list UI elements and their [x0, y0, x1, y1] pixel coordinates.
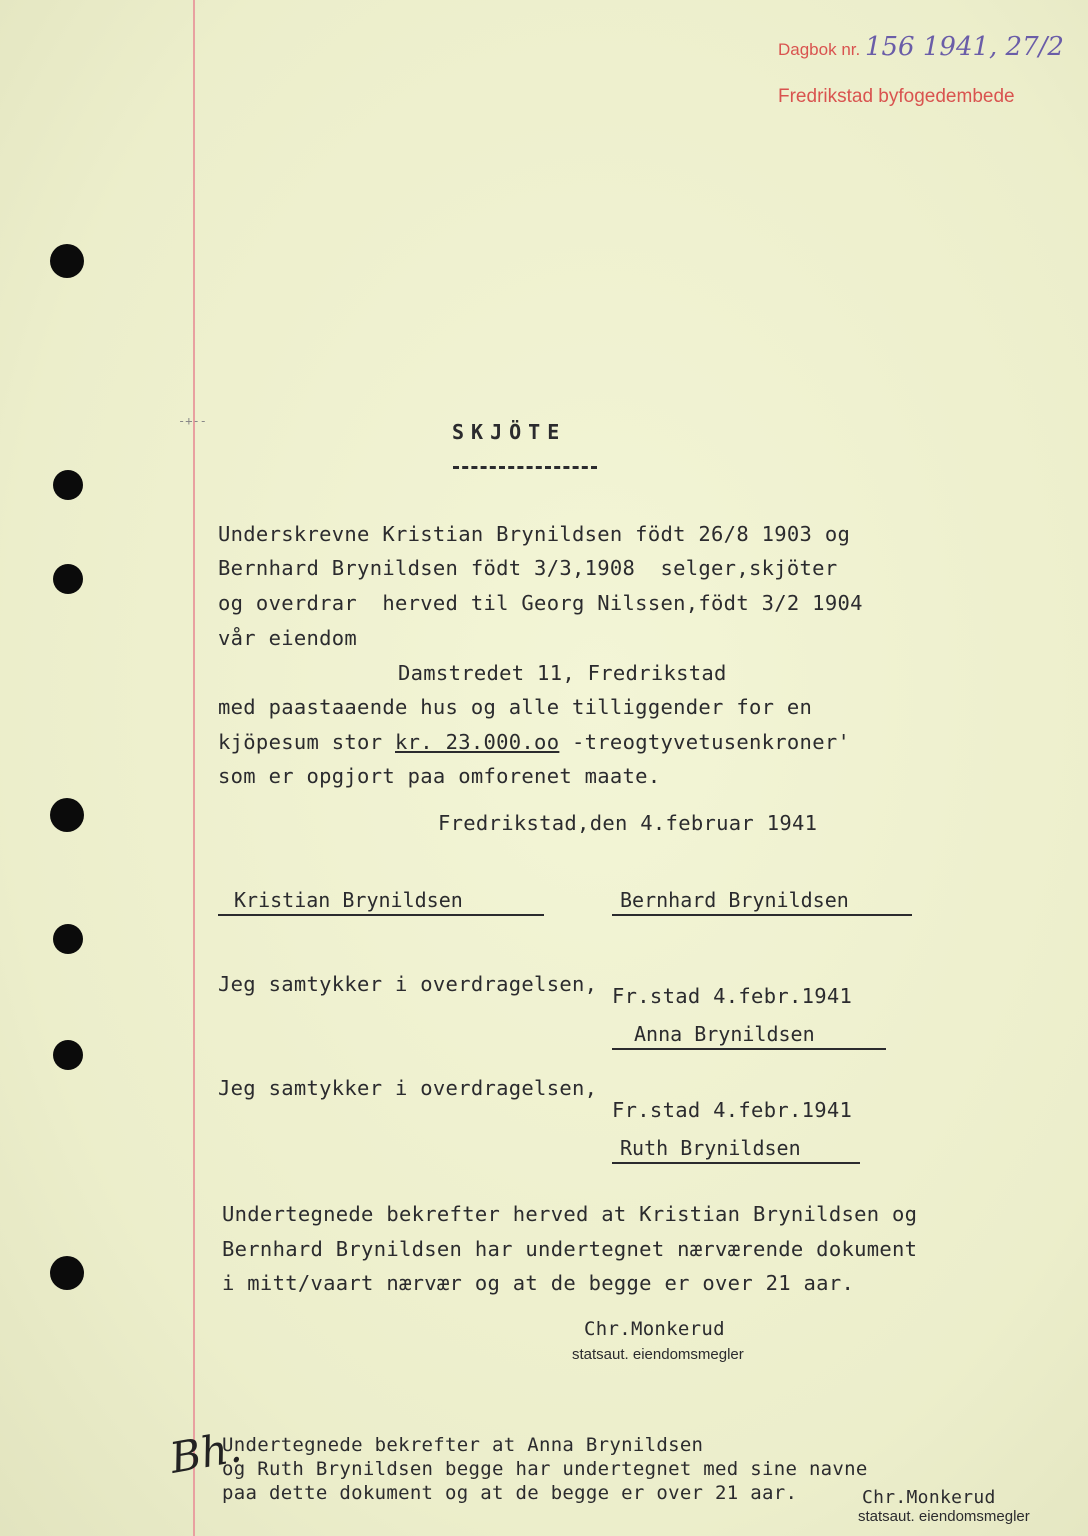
punch-hole [50, 244, 84, 278]
price-amount: kr. 23.000.oo [395, 730, 560, 754]
pencil-mark: -+-‑ [178, 414, 207, 428]
stamp-dagbok-label: Dagbok nr. [778, 40, 861, 59]
title-underline [453, 466, 597, 469]
body-line: som er opgjort paa omforenet maate. [218, 764, 661, 788]
stamp-dagbok [778, 32, 1064, 62]
witness-title: statsaut. eiendomsmegler [572, 1346, 744, 1363]
consent-text: Jeg samtykker i overdragelsen, [218, 1076, 598, 1100]
signature-seller2: Bernhard Brynildsen [612, 888, 912, 916]
punch-hole [50, 1256, 84, 1290]
signature-ruth: Ruth Brynildsen [612, 1136, 860, 1164]
property-address: Damstredet 11, Fredrikstad [398, 661, 727, 685]
witness-line: i mitt/vaart nærvær og at de begge er over 21 aar. [222, 1271, 855, 1295]
punch-hole [53, 470, 83, 500]
punch-hole [53, 564, 83, 594]
signature-anna: Anna Brynildsen [612, 1022, 886, 1050]
witness-signature: Chr.Monkerud [584, 1318, 725, 1340]
punch-hole [50, 798, 84, 832]
price-suffix: -treogtyvetusenkroner' [559, 730, 851, 754]
consent-text: Jeg samtykker i overdragelsen, [218, 972, 598, 996]
signature-seller1: Kristian Brynildsen [218, 888, 544, 916]
punch-hole [53, 1040, 83, 1070]
margin-line [193, 0, 195, 1536]
witness-signature: Chr.Monkerud [862, 1487, 996, 1508]
witness-line: Bernhard Brynildsen har undertegnet nærværende dokument [222, 1237, 918, 1261]
witness-title: statsaut. eiendomsmegler [858, 1508, 1030, 1525]
witness-line: og Ruth Brynildsen begge har undertegnet med sine navne [222, 1458, 868, 1480]
consent-date: Fr.stad 4.febr.1941 [612, 984, 853, 1008]
consent-date: Fr.stad 4.febr.1941 [612, 1098, 853, 1122]
stamp-office: Fredrikstad byfogedembede [778, 86, 1015, 107]
witness-line: Undertegnede bekrefter herved at Kristian Brynildsen og [222, 1202, 918, 1226]
witness-line: Undertegnede bekrefter at Anna Brynildsen [222, 1434, 704, 1456]
body-line: Underskrevne Kristian Brynildsen födt 26/8 1903 og [218, 522, 851, 546]
witness-line: paa dette dokument og at de begge er over 21 aar. [222, 1482, 798, 1504]
handwritten-initials: Bh. [166, 1422, 245, 1483]
punch-hole [53, 924, 83, 954]
price-prefix: kjöpesum stor [218, 730, 395, 754]
document-title: SKJÖTE [452, 420, 567, 444]
body-line: Bernhard Brynildsen födt 3/3,1908 selger,skjöter [218, 556, 838, 580]
stamp-dagbok-number: 156 1941, 27/2 [864, 32, 1064, 62]
body-line: med paastaaende hus og alle tilliggender for en [218, 695, 813, 719]
date-line: Fredrikstad,den 4.februar 1941 [438, 811, 818, 835]
price-line [218, 730, 850, 754]
body-line: og overdrar herved til Georg Nilssen,födt 3/2 1904 [218, 591, 863, 615]
body-line: vår eiendom [218, 626, 358, 650]
